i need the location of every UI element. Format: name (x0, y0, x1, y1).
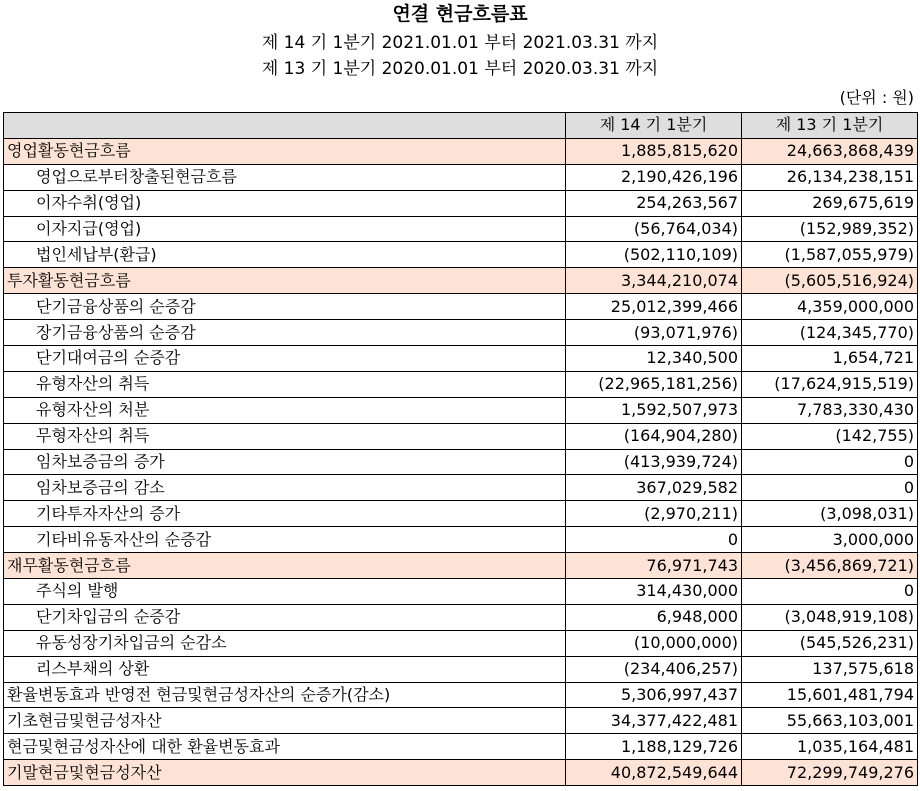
value-prior-period: 1,035,164,481 (742, 734, 918, 760)
table-row (4, 527, 918, 553)
header-label-column (4, 113, 566, 139)
unit-label: (단위 : 원) (839, 88, 914, 107)
value-prior-period: 0 (742, 579, 918, 605)
value-prior-period: (17,624,915,519) (742, 371, 918, 397)
value-prior-period: (3,048,919,108) (742, 604, 918, 630)
value-prior-period: (142,755) (742, 423, 918, 449)
row-label: 유동성장기차입금의 순감소 (4, 630, 566, 656)
row-label: 단기차입금의 순증감 (4, 604, 566, 630)
value-prior-period: 1,654,721 (742, 346, 918, 372)
table-row (4, 242, 918, 268)
row-label: 기말현금및현금성자산 (4, 760, 566, 786)
table-header-row (4, 113, 918, 139)
value-current-period: 1,885,815,620 (566, 138, 742, 164)
row-label: 리스부채의 상환 (4, 656, 566, 682)
value-current-period: 25,012,399,466 (566, 294, 742, 320)
row-label: 영업활동현금흐름 (4, 138, 566, 164)
header-current-period: 제 14 기 1분기 (566, 113, 742, 139)
value-prior-period: 72,299,749,276 (742, 760, 918, 786)
row-label: 무형자산의 취득 (4, 423, 566, 449)
value-current-period: 254,263,567 (566, 190, 742, 216)
value-prior-period: (124,345,770) (742, 320, 918, 346)
value-current-period: 12,340,500 (566, 346, 742, 372)
table-row (4, 449, 918, 475)
table-row (4, 734, 918, 760)
value-prior-period: 137,575,618 (742, 656, 918, 682)
table-row (4, 164, 918, 190)
row-label: 기초현금및현금성자산 (4, 708, 566, 734)
row-label: 법인세납부(환급) (4, 242, 566, 268)
value-current-period: 34,377,422,481 (566, 708, 742, 734)
value-current-period: (502,110,109) (566, 242, 742, 268)
value-prior-period: 3,000,000 (742, 527, 918, 553)
table-row (4, 138, 918, 164)
table-row (4, 708, 918, 734)
page-title: 연결 현금흐름표 (392, 3, 528, 25)
table-row (4, 604, 918, 630)
table-row (4, 501, 918, 527)
value-prior-period: 55,663,103,001 (742, 708, 918, 734)
value-prior-period: (5,605,516,924) (742, 268, 918, 294)
value-prior-period: 15,601,481,794 (742, 682, 918, 708)
table-row (4, 760, 918, 786)
table-row (4, 294, 918, 320)
value-current-period: 6,948,000 (566, 604, 742, 630)
table-row (4, 371, 918, 397)
row-label: 재무활동현금흐름 (4, 553, 566, 579)
value-prior-period: 7,783,330,430 (742, 397, 918, 423)
value-current-period: (413,939,724) (566, 449, 742, 475)
table-row (4, 320, 918, 346)
value-current-period: 314,430,000 (566, 579, 742, 605)
value-current-period: (56,764,034) (566, 216, 742, 242)
table-row (4, 216, 918, 242)
row-label: 단기금융상품의 순증감 (4, 294, 566, 320)
row-label: 투자활동현금흐름 (4, 268, 566, 294)
row-label: 장기금융상품의 순증감 (4, 320, 566, 346)
value-current-period: 40,872,549,644 (566, 760, 742, 786)
value-current-period: (93,071,976) (566, 320, 742, 346)
value-prior-period: (3,098,031) (742, 501, 918, 527)
value-prior-period: 0 (742, 475, 918, 501)
table-row (4, 630, 918, 656)
table-body (4, 138, 918, 785)
row-label: 유형자산의 처분 (4, 397, 566, 423)
value-current-period: 76,971,743 (566, 553, 742, 579)
period-current: 제 14 기 1분기 2021.01.01 부터 2021.03.31 까지 (261, 33, 659, 53)
table-row (4, 268, 918, 294)
row-label: 기타비유동자산의 순증감 (4, 527, 566, 553)
value-current-period: 1,188,129,726 (566, 734, 742, 760)
value-current-period: (164,904,280) (566, 423, 742, 449)
period-prior: 제 13 기 1분기 2020.01.01 부터 2020.03.31 까지 (261, 59, 659, 79)
value-current-period: 5,306,997,437 (566, 682, 742, 708)
row-label: 이자지급(영업) (4, 216, 566, 242)
table-row (4, 553, 918, 579)
table-row (4, 423, 918, 449)
value-current-period: (10,000,000) (566, 630, 742, 656)
table-row (4, 346, 918, 372)
row-label: 임차보증금의 감소 (4, 475, 566, 501)
value-prior-period: 26,134,238,151 (742, 164, 918, 190)
table-row (4, 656, 918, 682)
value-prior-period: 269,675,619 (742, 190, 918, 216)
row-label: 임차보증금의 증가 (4, 449, 566, 475)
table-row (4, 190, 918, 216)
row-label: 기타투자자산의 증가 (4, 501, 566, 527)
value-prior-period: (3,456,869,721) (742, 553, 918, 579)
value-current-period: 0 (566, 527, 742, 553)
cash-flow-table (3, 112, 918, 786)
row-label: 이자수취(영업) (4, 190, 566, 216)
value-prior-period: 24,663,868,439 (742, 138, 918, 164)
row-label: 주식의 발행 (4, 579, 566, 605)
table-row (4, 579, 918, 605)
table-row (4, 397, 918, 423)
value-current-period: (2,970,211) (566, 501, 742, 527)
value-current-period: (234,406,257) (566, 656, 742, 682)
value-current-period: 367,029,582 (566, 475, 742, 501)
value-current-period: (22,965,181,256) (566, 371, 742, 397)
value-current-period: 2,190,426,196 (566, 164, 742, 190)
row-label: 단기대여금의 순증감 (4, 346, 566, 372)
table-row (4, 475, 918, 501)
header-prior-period: 제 13 기 1분기 (742, 113, 918, 139)
value-prior-period: 4,359,000,000 (742, 294, 918, 320)
row-label: 환율변동효과 반영전 현금및현금성자산의 순증가(감소) (4, 682, 566, 708)
row-label: 현금및현금성자산에 대한 환율변동효과 (4, 734, 566, 760)
value-current-period: 3,344,210,074 (566, 268, 742, 294)
value-prior-period: (545,526,231) (742, 630, 918, 656)
value-prior-period: (1,587,055,979) (742, 242, 918, 268)
row-label: 영업으로부터창출된현금흐름 (4, 164, 566, 190)
row-label: 유형자산의 취득 (4, 371, 566, 397)
value-prior-period: 0 (742, 449, 918, 475)
value-current-period: 1,592,507,973 (566, 397, 742, 423)
value-prior-period: (152,989,352) (742, 216, 918, 242)
table-row (4, 682, 918, 708)
